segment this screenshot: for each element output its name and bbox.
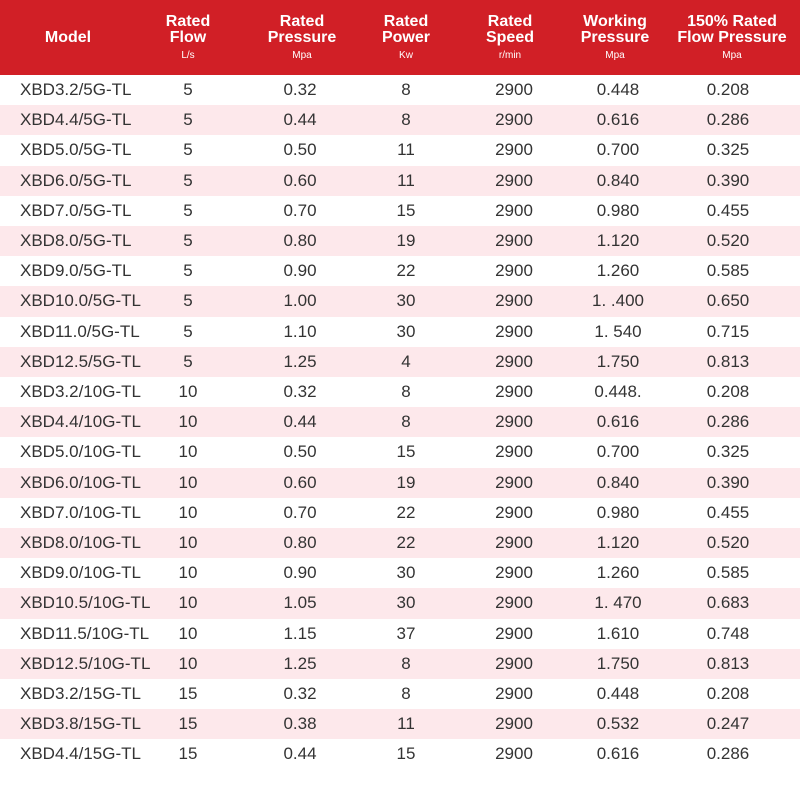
working-pressure-cell: 1.750	[596, 351, 640, 371]
table-row	[0, 437, 800, 467]
rated-pressure-cell: 0.80	[283, 231, 317, 250]
rated-pressure-cell: 0.60	[283, 170, 317, 190]
model-cell: XBD3.2/10G-TL	[20, 382, 141, 401]
rated-pressure-cell: 1.05	[283, 593, 317, 613]
rated-power-cell: 37	[396, 623, 416, 643]
header-title: Rated Pressure	[267, 12, 337, 46]
rated-pressure-cell: 0.70	[283, 200, 317, 220]
rated-flow-cell: 5	[183, 291, 193, 311]
flow-pressure-150-cell: 0.390	[706, 472, 750, 492]
model-cell: XBD4.4/15G-TL	[20, 744, 141, 764]
rated-flow-cell: 5	[183, 261, 193, 281]
flow-pressure-150-cell: 0.208	[706, 80, 750, 99]
flow-pressure-150-cell: 0.286	[706, 110, 750, 130]
rated-power-cell: 22	[396, 533, 416, 552]
table-row	[0, 75, 800, 105]
rated-pressure-cell: 0.38	[283, 714, 317, 734]
rated-flow-cell: 5	[183, 200, 193, 220]
model-cell: XBD5.0/5G-TL	[20, 140, 132, 160]
rated-flow-cell: 10	[178, 563, 198, 583]
rated-pressure-cell: 0.32	[283, 80, 317, 99]
rated-speed-cell: 2900	[495, 714, 533, 734]
table-row	[0, 135, 800, 165]
rated-speed-cell: 2900	[495, 502, 533, 522]
rated-flow-cell: 15	[178, 744, 198, 764]
header-title: Rated Power	[381, 12, 430, 46]
rated-pressure-cell: 0.50	[283, 140, 317, 160]
rated-power-cell: 8	[401, 382, 411, 401]
rated-speed-cell: 2900	[495, 623, 533, 643]
rated-speed-cell: 2900	[495, 744, 533, 764]
header-rated-pressure	[260, 0, 344, 75]
working-pressure-cell: 0.840	[596, 170, 640, 190]
working-pressure-cell: 1.260	[596, 261, 640, 281]
rated-pressure-cell: 0.32	[283, 684, 317, 703]
model-cell: XBD6.0/5G-TL	[20, 170, 132, 190]
working-pressure-cell: 1. 540	[594, 321, 642, 341]
rated-flow-cell: 15	[178, 714, 198, 734]
header-unit: Kw	[399, 49, 413, 61]
model-cell: XBD12.5/10G-TL	[20, 653, 151, 673]
flow-pressure-150-cell: 0.715	[706, 321, 750, 341]
flow-pressure-150-cell: 0.325	[706, 442, 750, 462]
rated-power-cell: 8	[401, 653, 411, 673]
header-unit: r/min	[498, 49, 522, 61]
table-row	[0, 377, 800, 407]
model-cell: XBD11.5/10G-TL	[20, 623, 150, 643]
table-row	[0, 196, 800, 226]
rated-power-cell: 30	[396, 321, 416, 341]
flow-pressure-150-cell: 0.208	[706, 382, 750, 401]
working-pressure-cell: 1. 470	[594, 593, 642, 613]
model-cell: XBD9.0/5G-TL	[20, 261, 132, 281]
table-row	[0, 347, 800, 377]
rated-pressure-cell: 0.90	[283, 261, 317, 281]
table-row	[0, 407, 800, 437]
flow-pressure-150-cell: 0.585	[706, 563, 750, 583]
header-rated-power	[366, 0, 446, 75]
table-row	[0, 317, 800, 347]
header-title: 150% Rated Flow Pressure	[677, 12, 787, 46]
header-unit: Mpa	[722, 49, 742, 61]
table-row	[0, 558, 800, 588]
rated-pressure-cell: 0.32	[283, 382, 317, 401]
rated-power-cell: 15	[396, 442, 416, 462]
rated-flow-cell: 10	[178, 382, 198, 401]
rated-power-cell: 8	[401, 80, 411, 99]
rated-pressure-cell: 1.00	[283, 291, 317, 311]
table-row	[0, 468, 800, 498]
flow-pressure-150-cell: 0.683	[706, 593, 750, 613]
table-header	[0, 0, 800, 75]
table-row	[0, 105, 800, 135]
rated-flow-cell: 5	[183, 321, 193, 341]
header-rated-flow	[152, 0, 224, 75]
header-unit: L/s	[181, 49, 195, 61]
rated-power-cell: 22	[396, 261, 416, 281]
rated-flow-cell: 10	[178, 442, 198, 462]
rated-pressure-cell: 0.70	[283, 502, 317, 522]
rated-speed-cell: 2900	[495, 653, 533, 673]
rated-pressure-cell: 1.25	[283, 351, 317, 371]
header-title: Working Pressure	[580, 12, 650, 46]
table-row	[0, 709, 800, 739]
model-cell: XBD3.8/15G-TL	[20, 714, 141, 734]
rated-pressure-cell: 0.44	[283, 412, 317, 432]
working-pressure-cell: 0.840	[596, 472, 640, 492]
header-working-pressure	[570, 0, 660, 75]
rated-power-cell: 11	[397, 140, 415, 160]
flow-pressure-150-cell: 0.813	[706, 653, 750, 673]
model-cell: XBD8.0/5G-TL	[20, 231, 132, 250]
flow-pressure-150-cell: 0.325	[706, 140, 750, 160]
rated-flow-cell: 10	[178, 502, 198, 522]
working-pressure-cell: 0.616	[596, 412, 640, 432]
rated-speed-cell: 2900	[495, 472, 533, 492]
rated-speed-cell: 2900	[495, 170, 533, 190]
flow-pressure-150-cell: 0.650	[706, 291, 750, 311]
working-pressure-cell: 1. .400	[592, 291, 644, 311]
rated-speed-cell: 2900	[495, 351, 533, 371]
model-cell: XBD9.0/10G-TL	[20, 563, 141, 583]
rated-flow-cell: 10	[178, 593, 198, 613]
rated-power-cell: 30	[396, 291, 416, 311]
model-cell: XBD3.2/15G-TL	[20, 684, 141, 703]
flow-pressure-150-cell: 0.585	[706, 261, 750, 281]
model-cell: XBD10.5/10G-TL	[20, 593, 151, 613]
table-row	[0, 498, 800, 528]
rated-flow-cell: 10	[178, 623, 198, 643]
rated-pressure-cell: 0.44	[283, 110, 317, 130]
rated-power-cell: 15	[396, 200, 416, 220]
rated-power-cell: 11	[397, 714, 415, 734]
header-title: Model	[44, 28, 92, 46]
rated-pressure-cell: 1.15	[283, 623, 317, 643]
rated-power-cell: 8	[401, 110, 411, 130]
rated-speed-cell: 2900	[495, 533, 533, 552]
rated-power-cell: 30	[396, 593, 416, 613]
working-pressure-cell: 0.448	[596, 684, 640, 703]
rated-speed-cell: 2900	[495, 231, 533, 250]
table-row	[0, 739, 800, 769]
model-cell: XBD8.0/10G-TL	[20, 533, 141, 552]
rated-speed-cell: 2900	[495, 200, 533, 220]
header-title: Rated Flow	[165, 12, 211, 46]
rated-flow-cell: 10	[178, 472, 198, 492]
rated-power-cell: 30	[396, 563, 416, 583]
header-model	[18, 0, 118, 75]
rated-pressure-cell: 0.90	[283, 563, 317, 583]
working-pressure-cell: 1.750	[596, 653, 640, 673]
rated-speed-cell: 2900	[495, 442, 533, 462]
table-row	[0, 679, 800, 709]
flow-pressure-150-cell: 0.286	[706, 744, 750, 764]
working-pressure-cell: 0.532	[596, 714, 640, 734]
working-pressure-cell: 0.700	[596, 140, 640, 160]
rated-power-cell: 19	[396, 231, 416, 250]
working-pressure-cell: 0.616	[596, 744, 640, 764]
rated-flow-cell: 10	[178, 653, 198, 673]
working-pressure-cell: 0.700	[596, 442, 640, 462]
model-cell: XBD4.4/10G-TL	[20, 412, 141, 432]
rated-speed-cell: 2900	[495, 563, 533, 583]
rated-flow-cell: 5	[183, 110, 193, 130]
rated-power-cell: 8	[401, 684, 411, 703]
flow-pressure-150-cell: 0.455	[706, 200, 750, 220]
rated-power-cell: 22	[396, 502, 416, 522]
rated-power-cell: 19	[396, 472, 416, 492]
rated-pressure-cell: 0.44	[283, 744, 317, 764]
working-pressure-cell: 1.260	[596, 563, 640, 583]
model-cell: XBD3.2/5G-TL	[20, 80, 132, 99]
flow-pressure-150-cell: 0.208	[706, 684, 750, 703]
working-pressure-cell: 0.616	[596, 110, 640, 130]
table-row	[0, 286, 800, 316]
header-unit: Mpa	[292, 49, 312, 61]
working-pressure-cell: 1.610	[596, 623, 640, 643]
rated-pressure-cell: 1.25	[283, 653, 317, 673]
flow-pressure-150-cell: 0.813	[706, 351, 750, 371]
model-cell: XBD11.0/5G-TL	[20, 321, 140, 341]
rated-speed-cell: 2900	[495, 412, 533, 432]
model-cell: XBD6.0/10G-TL	[20, 472, 141, 492]
rated-flow-cell: 5	[183, 351, 193, 371]
flow-pressure-150-cell: 0.455	[706, 502, 750, 522]
working-pressure-cell: 0.448	[596, 80, 640, 99]
rated-speed-cell: 2900	[495, 261, 533, 281]
table-row	[0, 619, 800, 649]
flow-pressure-150-cell: 0.748	[706, 623, 750, 643]
rated-speed-cell: 2900	[495, 593, 533, 613]
header-150-flow-pressure	[672, 0, 792, 75]
rated-pressure-cell: 0.60	[283, 472, 317, 492]
rated-flow-cell: 10	[178, 412, 198, 432]
rated-power-cell: 4	[401, 351, 411, 371]
table-row	[0, 166, 800, 196]
flow-pressure-150-cell: 0.520	[706, 533, 750, 552]
header-unit: Mpa	[605, 49, 625, 61]
rated-flow-cell: 5	[183, 140, 193, 160]
rated-speed-cell: 2900	[495, 321, 533, 341]
working-pressure-cell: 1.120	[596, 533, 640, 552]
working-pressure-cell: 0.980	[596, 502, 640, 522]
header-title: Rated Speed	[485, 12, 534, 46]
rated-speed-cell: 2900	[495, 80, 533, 99]
table-row	[0, 649, 800, 679]
rated-power-cell: 15	[396, 744, 416, 764]
rated-power-cell: 11	[397, 170, 415, 190]
model-cell: XBD5.0/10G-TL	[20, 442, 141, 462]
table-row	[0, 528, 800, 558]
rated-speed-cell: 2900	[495, 291, 533, 311]
table-row	[0, 588, 800, 618]
rated-flow-cell: 5	[183, 80, 193, 99]
flow-pressure-150-cell: 0.247	[706, 714, 750, 734]
model-cell: XBD7.0/5G-TL	[20, 200, 132, 220]
rated-pressure-cell: 0.50	[283, 442, 317, 462]
rated-flow-cell: 10	[178, 533, 198, 552]
flow-pressure-150-cell: 0.286	[706, 412, 750, 432]
rated-speed-cell: 2900	[495, 684, 533, 703]
rated-speed-cell: 2900	[495, 140, 533, 160]
header-rated-speed	[470, 0, 550, 75]
model-cell: XBD10.0/5G-TL	[20, 291, 141, 311]
model-cell: XBD7.0/10G-TL	[20, 502, 141, 522]
working-pressure-cell: 0.448.	[594, 382, 642, 401]
rated-pressure-cell: 1.10	[283, 321, 317, 341]
rated-flow-cell: 5	[183, 170, 193, 190]
rated-flow-cell: 15	[178, 684, 198, 703]
rated-speed-cell: 2900	[495, 382, 533, 401]
model-cell: XBD12.5/5G-TL	[20, 351, 141, 371]
rated-power-cell: 8	[401, 412, 411, 432]
model-cell: XBD4.4/5G-TL	[20, 110, 132, 130]
working-pressure-cell: 1.120	[596, 231, 640, 250]
working-pressure-cell: 0.980	[596, 200, 640, 220]
rated-flow-cell: 5	[183, 231, 193, 250]
rated-pressure-cell: 0.80	[283, 533, 317, 552]
table-row	[0, 226, 800, 256]
rated-speed-cell: 2900	[495, 110, 533, 130]
flow-pressure-150-cell: 0.390	[706, 170, 750, 190]
flow-pressure-150-cell: 0.520	[706, 231, 750, 250]
table-row	[0, 256, 800, 286]
